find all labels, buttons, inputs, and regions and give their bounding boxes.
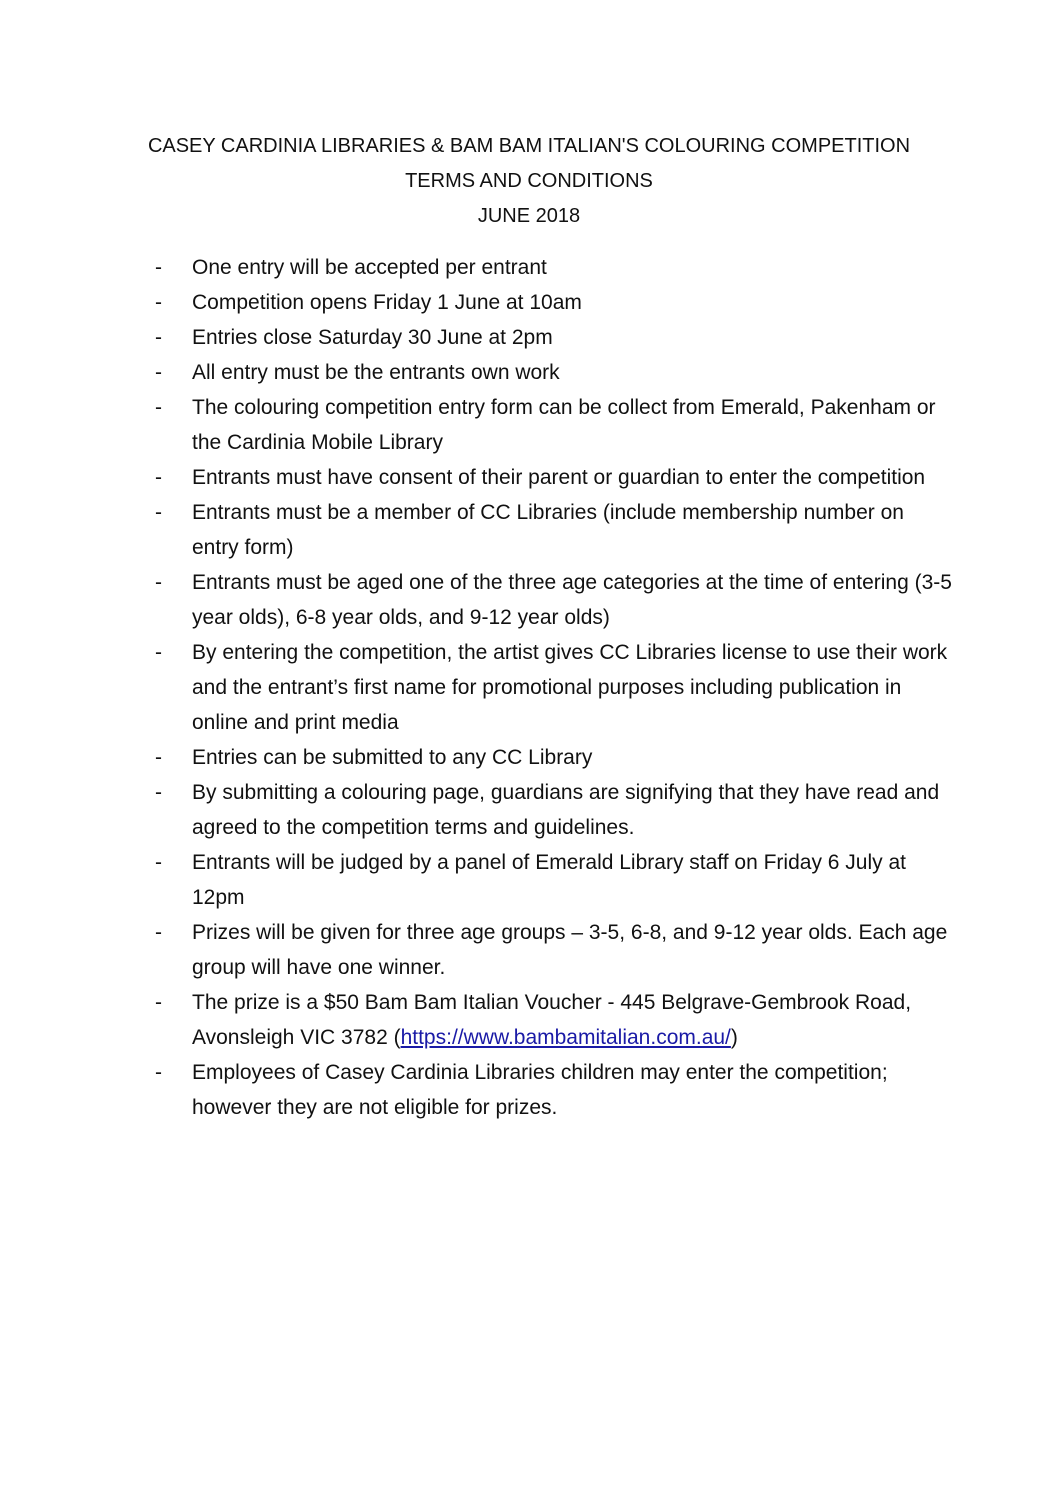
bullet-dash: - — [155, 396, 162, 419]
term-item — [155, 1055, 955, 1125]
term-item — [155, 250, 955, 285]
bullet-dash: - — [155, 361, 162, 384]
term-text: Entrants will be judged by a panel of Emerald Library staff on Friday 6 July at 12pm — [192, 851, 906, 909]
term-item — [155, 915, 955, 985]
bullet-dash: - — [155, 466, 162, 489]
term-text: Entries can be submitted to any CC Library — [192, 746, 593, 769]
term-text: By submitting a colouring page, guardians are signifying that they have read and agreed to the competition terms and guidelines. — [192, 781, 940, 839]
bullet-dash: - — [155, 326, 162, 349]
bullet-dash: - — [155, 256, 162, 279]
term-text: Entrants must be aged one of the three age categories at the time of entering (3-5 year olds), 6-8 year olds, and 9-12 year olds) — [192, 571, 952, 629]
header-subtitle-line: TERMS AND CONDITIONS — [405, 170, 653, 192]
term-text: One entry will be accepted per entrant — [192, 256, 547, 279]
term-text: Entrants must have consent of their parent or guardian to enter the competition — [192, 466, 926, 489]
term-text: Entries close Saturday 30 June at 2pm — [192, 326, 553, 349]
term-text — [192, 985, 955, 1055]
terms-list — [155, 250, 955, 1125]
term-text: The colouring competition entry form can be collect from Emerald, Pakenham or the Cardinia Mobile Library — [192, 396, 936, 454]
bullet-dash: - — [155, 501, 162, 524]
term-text: By entering the competition, the artist gives CC Libraries license to use their work and the entrant’s first name for promotional purposes including publication in online and print media — [192, 641, 948, 734]
term-text: All entry must be the entrants own work — [192, 361, 560, 384]
term-item — [155, 390, 955, 460]
bullet-dash: - — [155, 851, 162, 874]
term-item — [155, 285, 955, 320]
bullet-dash: - — [155, 291, 162, 314]
bullet-dash: - — [155, 991, 162, 1014]
document-header — [90, 129, 968, 234]
prize-closing-text: ) — [730, 1026, 738, 1049]
header-title-line: CASEY CARDINIA LIBRARIES & BAM BAM ITALIAN'S COLOURING COMPETITION — [147, 135, 911, 157]
prize-text: The prize is a $50 Bam Bam Italian Voucher - 445 Belgrave-Gembrook Road, Avonsleigh VIC 3782 ( — [192, 991, 912, 1049]
term-item — [155, 565, 955, 635]
bambam-website-link[interactable]: https://www.bambamitalian.com.au/ — [400, 1026, 731, 1049]
bullet-dash: - — [155, 921, 162, 944]
term-text: Prizes will be given for three age groups – 3-5, 6-8, and 9-12 year olds. Each age group will have one winner. — [192, 921, 948, 979]
term-item — [155, 740, 955, 775]
term-text: Competition opens Friday 1 June at 10am — [192, 291, 582, 314]
term-item — [155, 495, 955, 565]
bullet-dash: - — [155, 746, 162, 769]
term-item — [155, 635, 955, 740]
term-text: Employees of Casey Cardinia Libraries children may enter the competition; however they are not eligible for prizes. — [192, 1061, 888, 1119]
term-item — [155, 460, 955, 495]
term-item — [155, 355, 955, 390]
term-text: Entrants must be a member of CC Libraries (include membership number on entry form) — [192, 501, 904, 559]
term-item-prize — [155, 985, 955, 1055]
bullet-dash: - — [155, 571, 162, 594]
term-item — [155, 775, 955, 845]
term-item — [155, 320, 955, 355]
bullet-dash: - — [155, 781, 162, 804]
bullet-dash: - — [155, 641, 162, 664]
bullet-dash: - — [155, 1061, 162, 1084]
header-date-line: JUNE 2018 — [477, 205, 581, 227]
term-item — [155, 845, 955, 915]
